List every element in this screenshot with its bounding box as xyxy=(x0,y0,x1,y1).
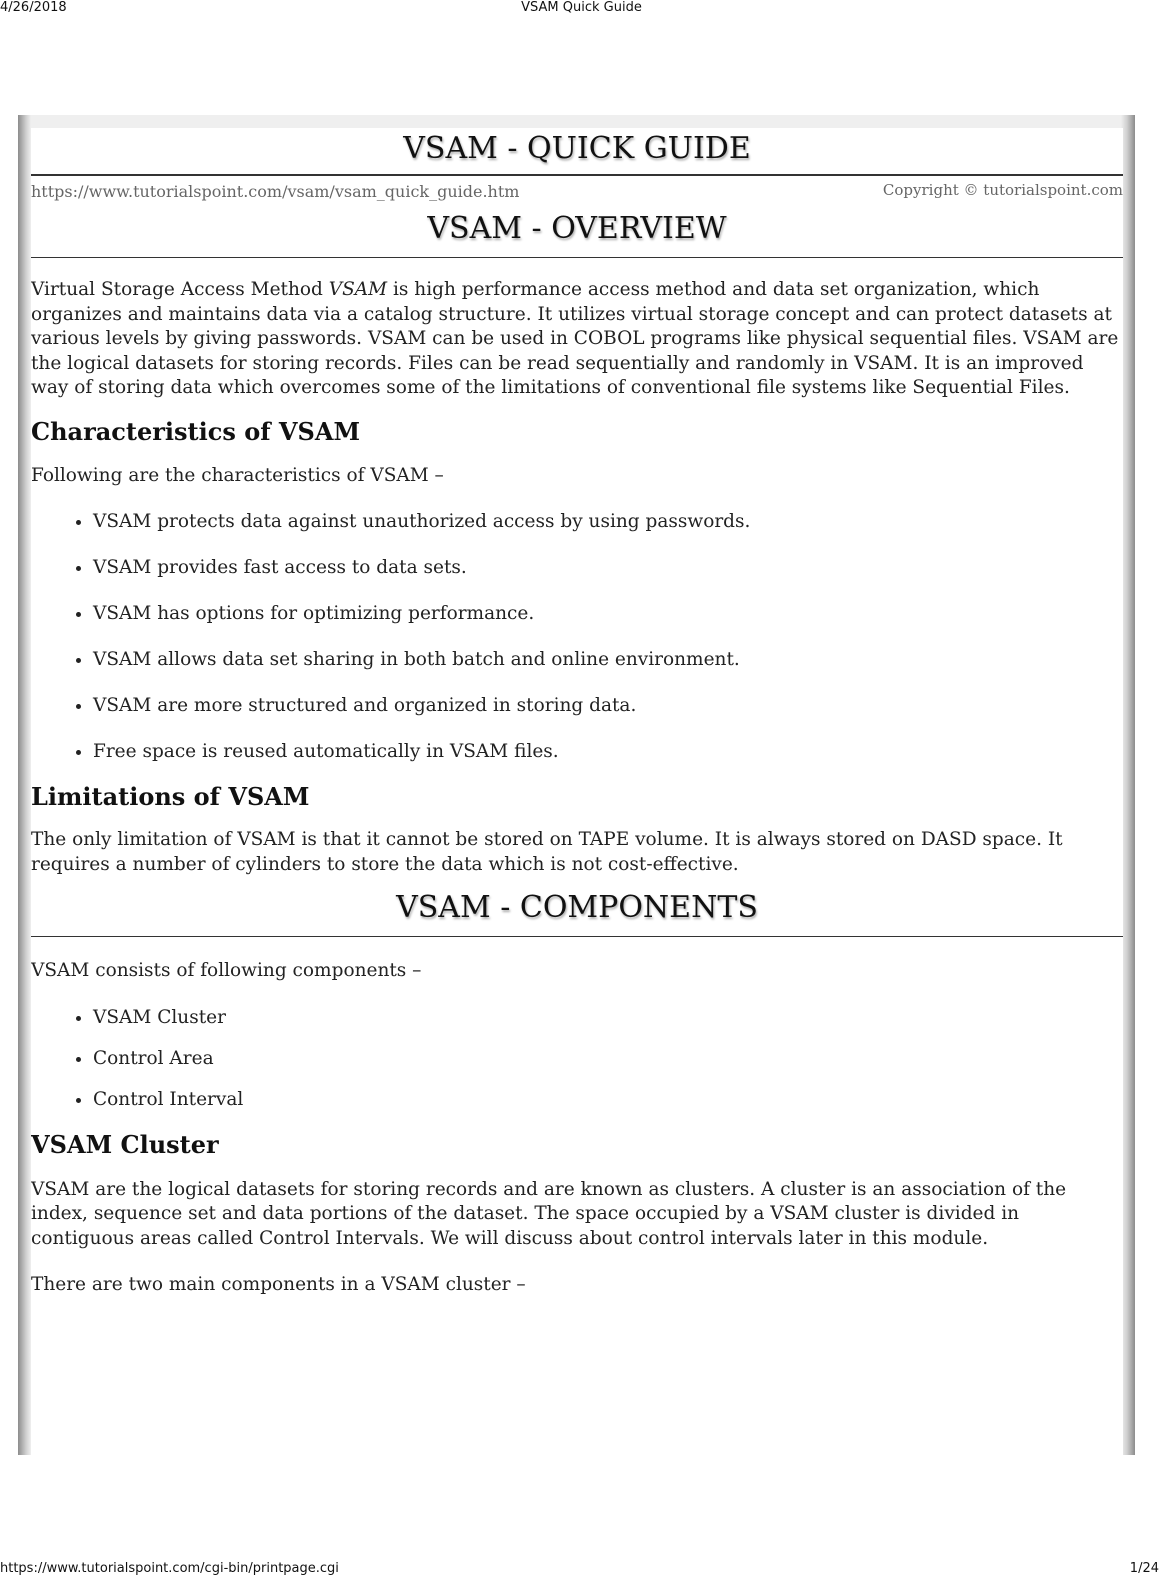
list-item: • VSAM provides fast access to data sets. xyxy=(93,556,1123,580)
components-intro: VSAM consists of following components – xyxy=(31,960,422,981)
page-content xyxy=(31,128,1123,1455)
components-heading: VSAM - COMPONENTS xyxy=(396,890,758,925)
characteristics-list xyxy=(31,510,1123,764)
print-date: 4/26/2018 xyxy=(0,0,67,15)
copyright-notice: Copyright © tutorialspoint.com xyxy=(882,181,1123,199)
characteristics-heading: Characteristics of VSAM xyxy=(31,416,361,446)
list-item: • VSAM Cluster xyxy=(93,1006,1123,1030)
list-item: • VSAM allows data set sharing in both batch and online environment. xyxy=(93,648,1123,672)
guide-title: VSAM - QUICK GUIDE xyxy=(403,131,751,166)
cluster-paragraph: VSAM are the logical datasets for storing records and are known as clusters. A cluster is an association of the index, sequence set and data portions of the dataset. The space occupied by a VSAM cluster is divided in contiguous areas called Control Intervals. We will discuss about control intervals later in this module. xyxy=(31,1178,1067,1249)
overview-heading: VSAM - OVERVIEW xyxy=(427,211,727,246)
list-item: • Control Interval xyxy=(93,1088,1123,1112)
source-url: https://www.tutorialspoint.com/vsam/vsam_quick_guide.htm xyxy=(31,182,520,201)
limitations-heading: Limitations of VSAM xyxy=(31,782,310,811)
source-meta xyxy=(31,176,1123,202)
page-number: 1/24 xyxy=(1129,1561,1159,1576)
characteristics-intro: Following are the characteristics of VSAM – xyxy=(31,464,444,486)
list-item: • VSAM has options for optimizing performance. xyxy=(93,602,1123,626)
list-item: • Free space is reused automatically in VSAM files. xyxy=(93,740,1123,764)
limitations-paragraph: The only limitation of VSAM is that it cannot be stored on TAPE volume. It is always stored on DASD space. It requires a number of cylinders to store the data which is not cost-effective. xyxy=(31,829,1063,875)
cluster-parts-intro: There are two main components in a VSAM cluster – xyxy=(31,1274,526,1295)
list-item: • VSAM protects data against unauthorized access by using passwords. xyxy=(93,510,1123,534)
overview-paragraph: Virtual Storage Access Method VSAM is high performance access method and data set organization, which organizes and maintains data via a catalog structure. It utilizes virtual storage concept and can protect datasets at various levels by giving passwords. VSAM can be used in COBOL programs like physical sequential files. VSAM are the logical datasets for storing records. Files can be read sequentially and randomly in VSAM. It is an improved way of storing data which overcomes some of the limitations of conventional file systems like Sequential Files. xyxy=(31,279,1119,398)
list-item: • VSAM are more structured and organized in storing data. xyxy=(93,694,1123,718)
cluster-heading: VSAM Cluster xyxy=(31,1129,219,1159)
print-title: VSAM Quick Guide xyxy=(521,0,642,15)
components-list xyxy=(31,1006,1123,1112)
print-footer-url: https://www.tutorialspoint.com/cgi-bin/printpage.cgi xyxy=(0,1561,339,1576)
vsam-math: VSAM xyxy=(328,279,388,300)
list-item: • Control Area xyxy=(93,1047,1123,1071)
print-header xyxy=(0,0,1163,18)
print-footer xyxy=(0,1561,1163,1579)
